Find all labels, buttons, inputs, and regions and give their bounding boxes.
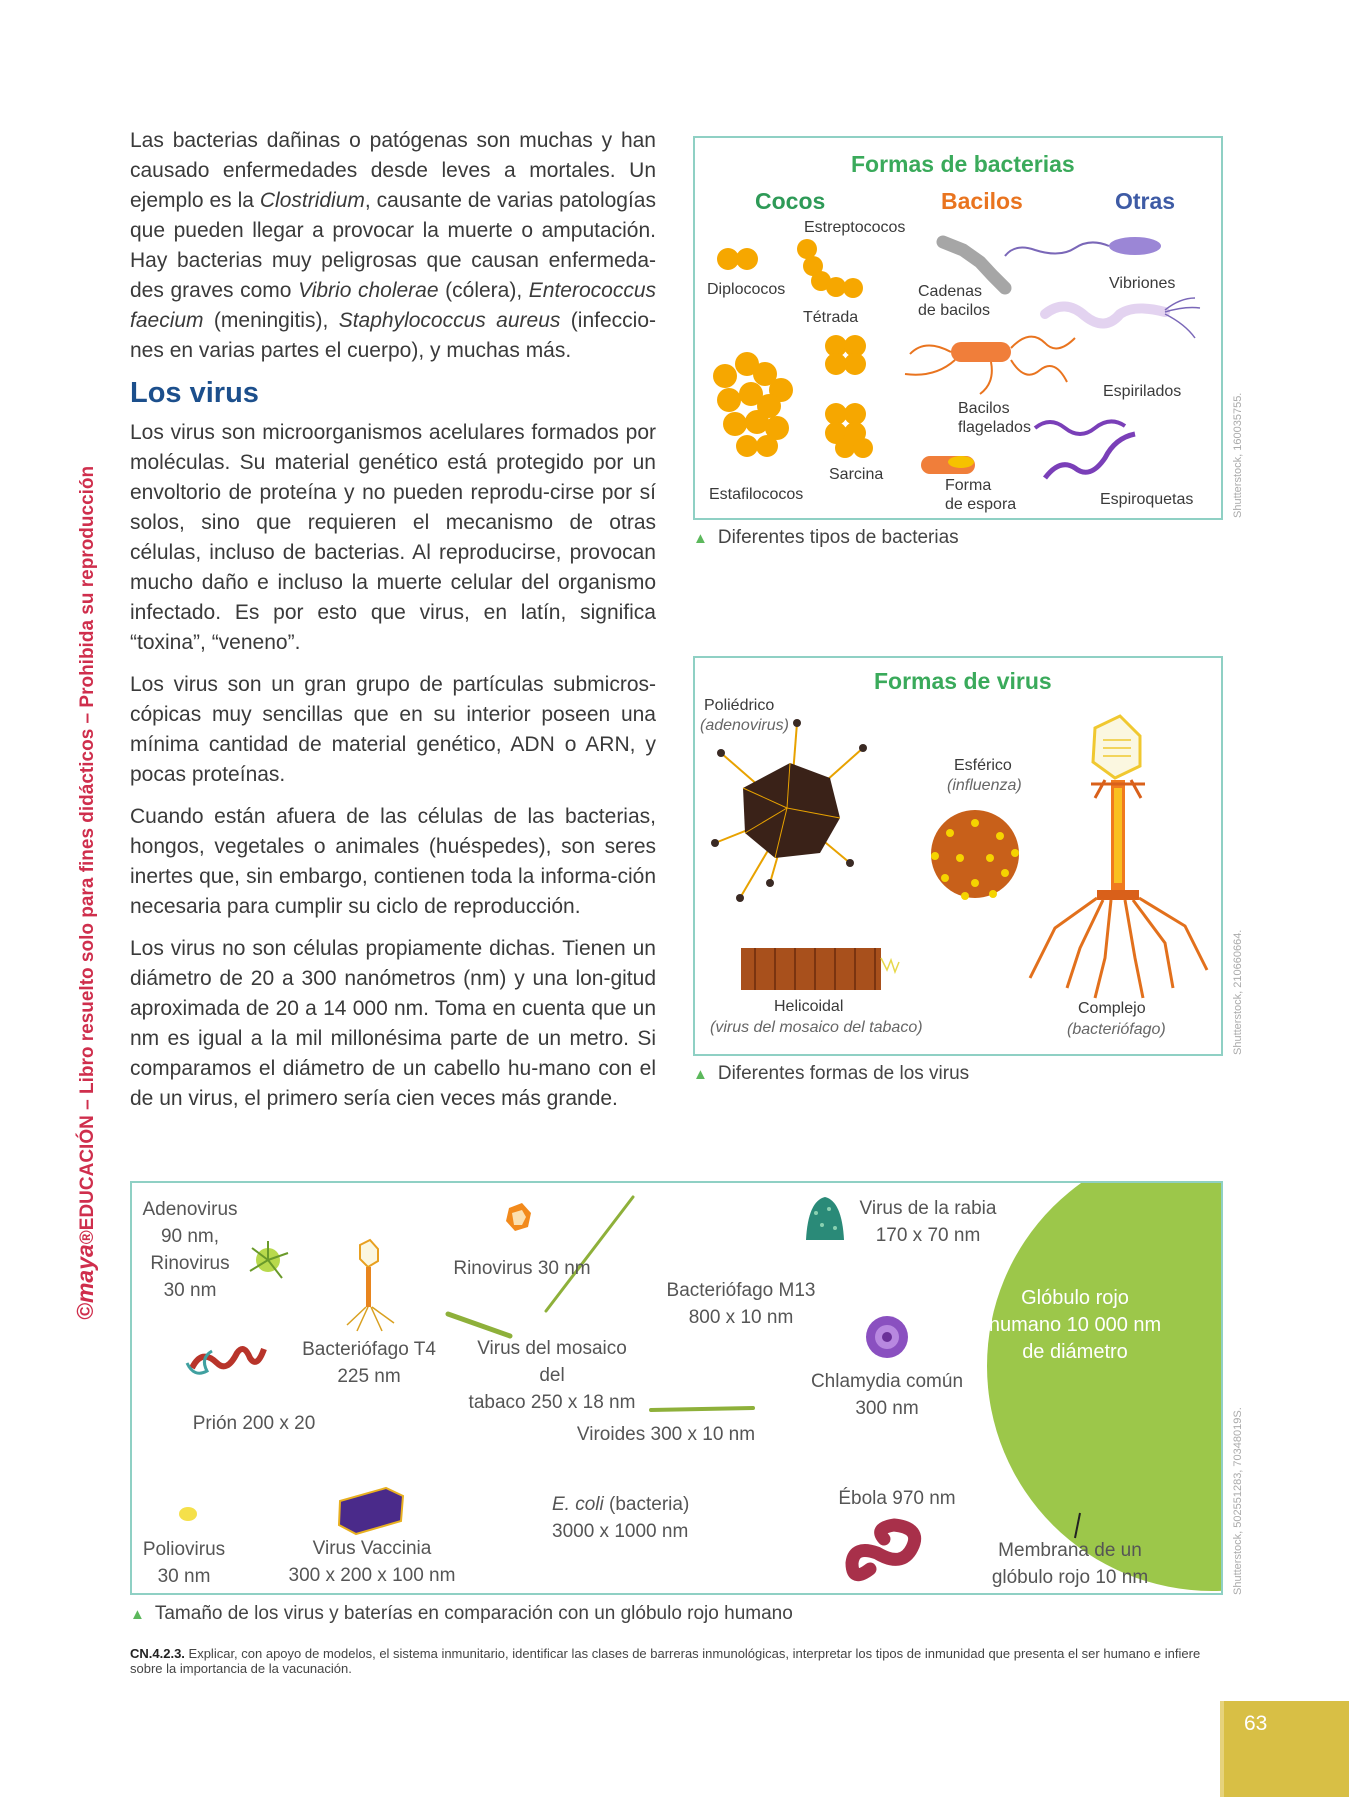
label-poliovirus: Poliovirus 30 nm [142,1539,226,1587]
label-sarcina: Sarcina [829,466,884,483]
label-espiroquetas: Espiroquetas [1100,491,1194,508]
caption-triangle-icon: ▲ [693,530,708,547]
label-espirilados: Espirilados [1103,383,1182,400]
bacteria-caption: ▲ Diferentes tipos de bacterias [693,527,959,548]
virus-credit: Shutterstock, 210660664. [1232,929,1244,1055]
caption-triangle-icon: ▲ [130,1606,145,1623]
label-poliedrico-sub: (adenovirus) [700,717,789,734]
label-estreptococos: Estreptococos [804,219,906,236]
label-complejo: Complejo [1078,1000,1146,1017]
bacteria-figure-title: Formas de bacterias [851,151,1075,177]
label-esferico: Esférico [954,757,1012,774]
label-cadenas-de-bacilos: Cadenas de bacilos [918,283,991,319]
label-helicoidal-sub: (virus del mosaico del tabaco) [710,1019,923,1036]
virus-figure-title: Formas de virus [874,668,1052,694]
paragraph-virus-3: Cuando están afuera de las células de las bacterias, hongos, vegetales o animales (huéspedes), son seres inertes que, sin embargo, contienen toda la informa-ción necesaria para cumplir su ciclo de reproducción. [130,805,656,918]
page-number-box [1220,1701,1349,1797]
bacteria-figure [693,136,1223,520]
label-ebola: Ébola 970 nm [838,1488,956,1509]
brand-logo: ©maya [72,1244,98,1320]
label-adenovirus: Adenovirus 90 nm, Rinovirus 30 nm [142,1199,238,1301]
label-bacteriofago-m13: Bacteriófago M13 800 x 10 nm [666,1280,816,1328]
copyright-text: ®EDUCACIÓN – Libro resuelto solo para fines didácticos – Prohibida su reproducción [77,465,98,1245]
label-diplococos: Diplococos [707,281,786,298]
label-virus-rabia: Virus de la rabia 170 x 70 nm [859,1198,997,1246]
copyright-sidebar [72,465,104,1320]
paragraph-virus-4: Los virus no son células propiamente dichas. Tienen un diámetro de 20 a 300 nanómetros (nm) y una lon-gitud aproximada de 20 a 14 000 nm. Toma en cuenta que un nm es igual a la mil millonésima parte de un metro. Si comparamos el diámetro de un cabello hu-mano con el de un virus, el primero sería cien veces más grande. [130,937,656,1110]
size-comparison-figure [130,1181,1223,1595]
virus-caption: ▲ Diferentes formas de los virus [693,1063,970,1084]
virus-figure [693,656,1223,1056]
group-otras: Otras [1115,188,1176,214]
label-viroides: Viroides 300 x 10 nm [576,1424,756,1445]
paragraph-bacterias: Las bacterias dañinas o patógenas son muchas y han causado enfermedades desde leves a mortales. Un ejemplo es la Clostridium, causante de varias patologías que pueden llegar a provocar la muerte o amputación. Hay bacterias muy peligrosas que causan enfermeda-des graves como Vibrio cholerae (cólera), Enterococcus faecium (meningitis), Staphylococcus aureus (infeccio-nes en varias partes el cuerpo), y muchas más. [130,129,657,362]
label-vibriones: Vibriones [1109,275,1176,292]
size-caption: ▲ Tamaño de los virus y baterías en comparación con un glóbulo rojo humano [130,1603,793,1624]
label-rinovirus: Rinovirus 30 nm [453,1258,591,1279]
paragraph-virus-2: Los virus son un gran grupo de partículas submicros-cópicas muy sencillas que en su interior poseen una mínima cantidad de material genético, ADN o ARN, y pocas proteínas. [130,673,656,786]
label-poliedrico: Poliédrico [704,697,775,714]
label-bacilos-flagelados: Bacilos flagelados [958,400,1031,436]
label-globulo-rojo: Glóbulo rojo humano 10 000 nm de diámetro [988,1287,1162,1363]
paragraph-virus-1: Los virus son microorganismos acelulares formados por moléculas. Su material genético está protegido por un envoltorio de proteína y no pueden reprodu-cirse por sí solos, sino que requieren el mecanismo de otras células, incluso de bacterias. Al reproducirse, provocan mucho daño e incluso la muerte celular del organismo infectado. Es por esto que virus, en latín, significa “toxina”, “veneno”. [130,421,656,654]
label-prion: Prión 200 x 20 [192,1413,316,1434]
section-heading: Los virus [130,377,259,409]
curriculum-note: CN.4.2.3. Explicar, con apoyo de modelos, el sistema inmunitario, identificar las clases de barreras inmunológicas, interpretar los tipos de inmunidad que presenta el ser humano e infiere sobre la importancia de la vacunación. [130,1646,1201,1676]
label-virus-mosaico: Virus del mosaico del tabaco 250 x 18 nm [468,1338,636,1413]
label-virus-vaccinia: Virus Vaccinia 300 x 200 x 100 nm [288,1538,456,1586]
group-cocos: Cocos [755,188,826,214]
size-credit: Shutterstock, 502551283, 70348019S. [1232,1407,1244,1595]
article-text [130,126,656,1126]
bacteria-illustration [695,138,1221,518]
page-number: 63 [1244,1712,1268,1735]
label-complejo-sub: (bacteriófago) [1067,1021,1166,1038]
label-estafilococos: Estafilococos [709,486,804,503]
label-esferico-sub: (influenza) [947,777,1022,794]
label-membrana: Membrana de un glóbulo rojo 10 nm [991,1540,1149,1588]
label-forma-de-espora: Forma de espora [945,477,1017,513]
caption-triangle-icon: ▲ [693,1066,708,1083]
bacteria-credit: Shutterstock, 160035755. [1232,392,1244,518]
label-ecoli: E. coli (bacteria) 3000 x 1000 nm [552,1494,690,1542]
label-tetrada: Tétrada [803,309,859,326]
label-bacteriofago-t4: Bacteriófago T4 225 nm [302,1339,436,1387]
label-chlamydia: Chlamydia común 300 nm [810,1371,964,1419]
group-bacilos: Bacilos [941,188,1023,214]
label-helicoidal: Helicoidal [774,998,844,1015]
